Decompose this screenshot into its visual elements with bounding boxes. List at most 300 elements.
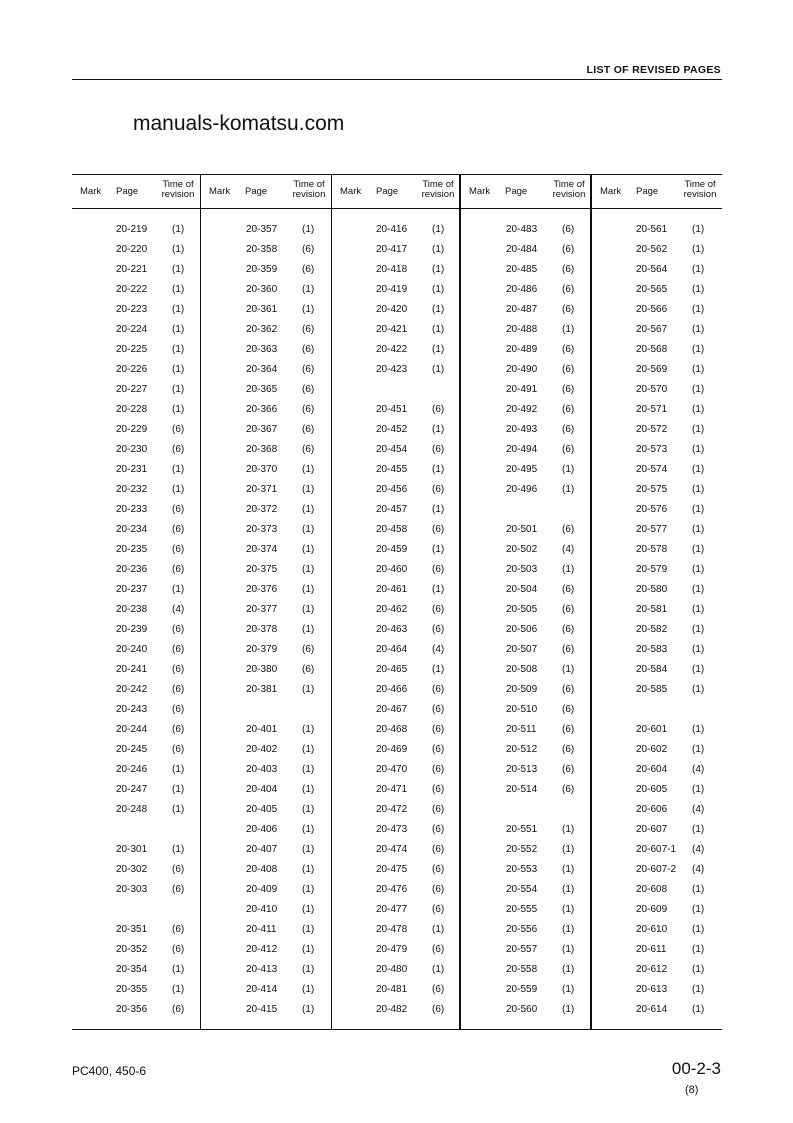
revision-cell: (1)	[302, 484, 315, 495]
revision-cell: (1)	[562, 824, 575, 835]
page-number-cell: 20-561	[636, 224, 668, 235]
table-row	[592, 999, 722, 1019]
table-row	[332, 359, 459, 379]
revision-cell: (1)	[302, 964, 315, 975]
table-row	[332, 699, 459, 719]
table-row	[201, 759, 331, 779]
revision-cell: (1)	[562, 844, 575, 855]
revision-cell: (1)	[432, 504, 445, 515]
page-number-cell: 20-506	[506, 624, 538, 635]
table-row	[461, 959, 590, 979]
page-number-cell: 20-366	[246, 404, 278, 415]
revision-cell: (6)	[302, 364, 315, 375]
table-column-1	[72, 175, 201, 1029]
revision-cell: (1)	[172, 964, 185, 975]
table-row	[592, 839, 722, 859]
revision-cell: (1)	[692, 784, 705, 795]
table-row	[592, 939, 722, 959]
revision-cell: (6)	[562, 404, 575, 415]
table-row	[461, 919, 590, 939]
revision-cell: (1)	[432, 544, 445, 555]
header-rule	[72, 79, 722, 80]
table-row	[461, 239, 590, 259]
revision-cell: (1)	[692, 264, 705, 275]
table-row	[332, 419, 459, 439]
header-page: Page	[505, 186, 528, 197]
table-row	[201, 299, 331, 319]
page-number-cell: 20-374	[246, 544, 278, 555]
column-header	[201, 175, 331, 209]
revision-cell: (1)	[692, 504, 705, 515]
table-row	[461, 359, 590, 379]
page-number-cell: 20-238	[116, 604, 148, 615]
revision-cell: (6)	[432, 784, 445, 795]
revision-cell: (1)	[562, 484, 575, 495]
table-row	[72, 319, 200, 339]
page-number-cell: 20-507	[506, 644, 538, 655]
revision-cell: (4)	[562, 544, 575, 555]
table-row	[332, 459, 459, 479]
table-row-blank	[201, 699, 331, 719]
table-row	[332, 999, 459, 1019]
page-number-cell: 20-232	[116, 484, 148, 495]
page-number-cell: 20-555	[506, 904, 538, 915]
page-number-cell: 20-601	[636, 724, 668, 735]
page-number-cell: 20-502	[506, 544, 538, 555]
revision-cell: (6)	[562, 284, 575, 295]
header-time-of-revision: Time of revision	[421, 179, 455, 200]
page-number-cell: 20-236	[116, 564, 148, 575]
table-row	[332, 519, 459, 539]
revision-cell: (6)	[302, 324, 315, 335]
table-row	[72, 239, 200, 259]
table-row-blank	[72, 819, 200, 839]
page-number-cell: 20-571	[636, 404, 668, 415]
page-number-cell: 20-239	[116, 624, 148, 635]
table-row	[592, 719, 722, 739]
header-mark: Mark	[209, 186, 231, 197]
page-number-cell: 20-370	[246, 464, 278, 475]
page-number-cell: 20-301	[116, 844, 148, 855]
revision-cell: (1)	[692, 364, 705, 375]
page-number-cell: 20-613	[636, 984, 668, 995]
revision-cell: (1)	[432, 304, 445, 315]
table-row	[72, 739, 200, 759]
page-number-cell: 20-402	[246, 744, 278, 755]
revision-cell: (1)	[432, 964, 445, 975]
revision-cell: (1)	[692, 244, 705, 255]
table-row	[461, 579, 590, 599]
revision-cell: (1)	[692, 944, 705, 955]
page-number-cell: 20-457	[376, 504, 408, 515]
table-row	[332, 639, 459, 659]
revision-cell: (4)	[692, 844, 705, 855]
page-number-cell: 20-465	[376, 664, 408, 675]
revision-cell: (6)	[432, 864, 445, 875]
table-row	[72, 599, 200, 619]
page-number-cell: 20-408	[246, 864, 278, 875]
table-row	[461, 339, 590, 359]
page-number-cell: 20-219	[116, 224, 148, 235]
table-row	[592, 339, 722, 359]
table-row	[461, 599, 590, 619]
table-row	[332, 819, 459, 839]
page-number-cell: 20-454	[376, 444, 408, 455]
table-row	[201, 799, 331, 819]
table-row	[201, 659, 331, 679]
revision-cell: (6)	[432, 604, 445, 615]
page-number-cell: 20-376	[246, 584, 278, 595]
revision-cell: (1)	[172, 844, 185, 855]
revision-cell: (6)	[562, 444, 575, 455]
page-number-cell: 20-566	[636, 304, 668, 315]
revision-cell: (1)	[432, 584, 445, 595]
table-row	[201, 879, 331, 899]
page-number-cell: 20-357	[246, 224, 278, 235]
header-mark: Mark	[600, 186, 622, 197]
table-row	[332, 959, 459, 979]
page-number-cell: 20-406	[246, 824, 278, 835]
table-row	[201, 479, 331, 499]
table-row	[201, 939, 331, 959]
page-number-cell: 20-455	[376, 464, 408, 475]
table-row	[332, 779, 459, 799]
revision-cell: (6)	[302, 444, 315, 455]
table-row	[201, 399, 331, 419]
table-row	[592, 899, 722, 919]
table-row	[461, 539, 590, 559]
revision-cell: (1)	[172, 364, 185, 375]
page-number-cell: 20-477	[376, 904, 408, 915]
revision-cell: (1)	[692, 684, 705, 695]
page-number-cell: 20-365	[246, 384, 278, 395]
revision-cell: (1)	[692, 484, 705, 495]
table-row	[461, 479, 590, 499]
page-number-cell: 20-240	[116, 644, 148, 655]
header-page: Page	[636, 186, 659, 197]
page-number-cell: 20-223	[116, 304, 148, 315]
table-row	[592, 439, 722, 459]
table-row	[592, 279, 722, 299]
page-number-cell: 20-488	[506, 324, 538, 335]
revision-cell: (6)	[302, 244, 315, 255]
table-row	[72, 519, 200, 539]
table-row	[461, 639, 590, 659]
page-number-cell: 20-362	[246, 324, 278, 335]
page-number-cell: 20-244	[116, 724, 148, 735]
page-number-cell: 20-245	[116, 744, 148, 755]
revision-cell: (1)	[692, 224, 705, 235]
table-row	[592, 779, 722, 799]
revision-cell: (1)	[692, 284, 705, 295]
page-number-cell: 20-610	[636, 924, 668, 935]
revision-cell: (1)	[302, 944, 315, 955]
page-number-cell: 20-460	[376, 564, 408, 575]
revision-cell: (6)	[432, 564, 445, 575]
revision-cell: (1)	[692, 524, 705, 535]
table-row	[332, 339, 459, 359]
page-number-cell: 20-231	[116, 464, 148, 475]
table-row	[72, 919, 200, 939]
table-row	[332, 499, 459, 519]
table-row	[592, 379, 722, 399]
revision-cell: (1)	[302, 564, 315, 575]
footer-page-number: 00-2-3	[671, 1059, 721, 1078]
table-row-blank	[592, 699, 722, 719]
revision-cell: (1)	[432, 924, 445, 935]
revision-cell: (1)	[302, 524, 315, 535]
table-row	[332, 679, 459, 699]
table-column-4	[461, 175, 592, 1029]
revision-cell: (1)	[692, 444, 705, 455]
revision-cell: (6)	[432, 984, 445, 995]
page-number-cell: 20-472	[376, 804, 408, 815]
page-number-cell: 20-248	[116, 804, 148, 815]
table-row	[592, 459, 722, 479]
page-number-cell: 20-605	[636, 784, 668, 795]
table-row	[201, 519, 331, 539]
page-number-cell: 20-471	[376, 784, 408, 795]
table-row	[592, 299, 722, 319]
table-row	[332, 559, 459, 579]
page-number-cell: 20-226	[116, 364, 148, 375]
revision-cell: (6)	[172, 704, 185, 715]
revision-cell: (6)	[172, 684, 185, 695]
page-number-cell: 20-243	[116, 704, 148, 715]
table-row	[332, 659, 459, 679]
table-row	[592, 739, 722, 759]
table-row	[72, 259, 200, 279]
page-number-cell: 20-464	[376, 644, 408, 655]
revision-cell: (1)	[172, 764, 185, 775]
revised-pages-table	[72, 174, 722, 1030]
revision-cell: (1)	[692, 464, 705, 475]
page-number-cell: 20-480	[376, 964, 408, 975]
table-row	[332, 939, 459, 959]
table-row	[201, 739, 331, 759]
page-number-cell: 20-419	[376, 284, 408, 295]
revision-cell: (6)	[562, 304, 575, 315]
revision-cell: (1)	[302, 984, 315, 995]
table-row	[592, 419, 722, 439]
page-number-cell: 20-375	[246, 564, 278, 575]
page-number-cell: 20-559	[506, 984, 538, 995]
revision-cell: (1)	[692, 544, 705, 555]
table-row	[592, 799, 722, 819]
revision-cell: (6)	[172, 504, 185, 515]
revision-cell: (6)	[172, 664, 185, 675]
revision-cell: (1)	[172, 264, 185, 275]
revision-cell: (1)	[692, 904, 705, 915]
page-number-cell: 20-604	[636, 764, 668, 775]
table-row	[592, 679, 722, 699]
table-row	[332, 539, 459, 559]
page-number-cell: 20-495	[506, 464, 538, 475]
page-number-cell: 20-510	[506, 704, 538, 715]
page-number-cell: 20-303	[116, 884, 148, 895]
page-number-cell: 20-470	[376, 764, 408, 775]
revision-cell: (1)	[562, 864, 575, 875]
header-time-of-revision: Time of revision	[292, 179, 326, 200]
table-row	[72, 859, 200, 879]
revision-cell: (6)	[302, 664, 315, 675]
table-row-blank	[332, 379, 459, 399]
revision-cell: (6)	[562, 764, 575, 775]
table-row	[461, 419, 590, 439]
revision-cell: (1)	[172, 324, 185, 335]
table-row	[461, 779, 590, 799]
footer-revision: (8)	[685, 1084, 699, 1096]
header-mark: Mark	[80, 186, 102, 197]
table-row	[72, 699, 200, 719]
page-number-cell: 20-363	[246, 344, 278, 355]
table-row	[461, 439, 590, 459]
table-row	[592, 319, 722, 339]
page-number-cell: 20-237	[116, 584, 148, 595]
table-row	[461, 819, 590, 839]
table-row	[332, 599, 459, 619]
page-number-cell: 20-574	[636, 464, 668, 475]
table-column-5	[592, 175, 722, 1029]
page-number-cell: 20-246	[116, 764, 148, 775]
table-row	[332, 799, 459, 819]
header-page: Page	[376, 186, 399, 197]
page-number-cell: 20-459	[376, 544, 408, 555]
page-number-cell: 20-558	[506, 964, 538, 975]
page-number-cell: 20-564	[636, 264, 668, 275]
page-number-cell: 20-378	[246, 624, 278, 635]
page-number-cell: 20-508	[506, 664, 538, 675]
page-number-cell: 20-578	[636, 544, 668, 555]
table-row	[461, 619, 590, 639]
page-number-cell: 20-401	[246, 724, 278, 735]
table-row	[461, 979, 590, 999]
revision-cell: (1)	[562, 464, 575, 475]
table-row	[201, 619, 331, 639]
table-row	[332, 619, 459, 639]
page-number-cell: 20-614	[636, 1004, 668, 1015]
page-number-cell: 20-479	[376, 944, 408, 955]
table-row	[592, 819, 722, 839]
revision-cell: (1)	[432, 244, 445, 255]
page-number-cell: 20-359	[246, 264, 278, 275]
table-row	[72, 639, 200, 659]
page-number-cell: 20-379	[246, 644, 278, 655]
page-number-cell: 20-482	[376, 1004, 408, 1015]
revision-cell: (1)	[172, 784, 185, 795]
page-number-cell: 20-361	[246, 304, 278, 315]
revision-cell: (6)	[432, 524, 445, 535]
table-row	[332, 239, 459, 259]
revision-cell: (6)	[562, 344, 575, 355]
table-row	[201, 819, 331, 839]
table-row	[201, 559, 331, 579]
revision-cell: (1)	[172, 244, 185, 255]
revision-cell: (1)	[302, 284, 315, 295]
page-number-cell: 20-585	[636, 684, 668, 695]
table-row	[201, 219, 331, 239]
revision-cell: (1)	[302, 724, 315, 735]
table-row	[72, 839, 200, 859]
table-row	[332, 979, 459, 999]
revision-cell: (1)	[302, 604, 315, 615]
revision-cell: (6)	[302, 404, 315, 415]
revision-cell: (6)	[432, 704, 445, 715]
page-number-cell: 20-581	[636, 604, 668, 615]
page-number-cell: 20-220	[116, 244, 148, 255]
revision-cell: (1)	[302, 764, 315, 775]
page-number-cell: 20-579	[636, 564, 668, 575]
table-row	[72, 959, 200, 979]
footer-model: PC400, 450-6	[72, 1064, 147, 1078]
page-number-cell: 20-234	[116, 524, 148, 535]
watermark-text: manuals-komatsu.com	[133, 112, 345, 135]
page-number-cell: 20-513	[506, 764, 538, 775]
revision-cell: (6)	[432, 804, 445, 815]
page-number-cell: 20-606	[636, 804, 668, 815]
table-row	[592, 399, 722, 419]
page-number-cell: 20-423	[376, 364, 408, 375]
page-number-cell: 20-481	[376, 984, 408, 995]
revision-cell: (6)	[172, 944, 185, 955]
page-number-cell: 20-474	[376, 844, 408, 855]
page-number-cell: 20-405	[246, 804, 278, 815]
table-row	[201, 579, 331, 599]
revision-cell: (6)	[172, 884, 185, 895]
revision-cell: (1)	[562, 1004, 575, 1015]
revision-cell: (1)	[692, 404, 705, 415]
table-row	[72, 539, 200, 559]
table-row	[72, 759, 200, 779]
table-row	[201, 459, 331, 479]
page-number-cell: 20-567	[636, 324, 668, 335]
table-row	[592, 479, 722, 499]
table-column-2	[201, 175, 332, 1029]
table-row-blank	[72, 899, 200, 919]
page-number-cell: 20-476	[376, 884, 408, 895]
revision-cell: (1)	[692, 604, 705, 615]
table-row	[201, 959, 331, 979]
table-row	[201, 859, 331, 879]
revision-cell: (1)	[302, 924, 315, 935]
revision-cell: (6)	[562, 724, 575, 735]
revision-cell: (4)	[172, 604, 185, 615]
page-number-cell: 20-602	[636, 744, 668, 755]
table-row	[72, 939, 200, 959]
page-number-cell: 20-489	[506, 344, 538, 355]
table-row	[72, 779, 200, 799]
revision-cell: (1)	[302, 544, 315, 555]
page-number-cell: 20-461	[376, 584, 408, 595]
revision-cell: (1)	[562, 664, 575, 675]
revision-cell: (6)	[562, 524, 575, 535]
revision-cell: (1)	[432, 364, 445, 375]
revision-cell: (1)	[692, 984, 705, 995]
revision-cell: (6)	[432, 404, 445, 415]
revision-cell: (1)	[562, 324, 575, 335]
table-row	[332, 759, 459, 779]
table-row	[461, 859, 590, 879]
revision-cell: (1)	[692, 424, 705, 435]
revision-cell: (6)	[302, 644, 315, 655]
page-number-cell: 20-568	[636, 344, 668, 355]
page-number-cell: 20-577	[636, 524, 668, 535]
page-number-cell: 20-228	[116, 404, 148, 415]
table-row	[72, 799, 200, 819]
page-number-cell: 20-607	[636, 824, 668, 835]
revision-cell: (6)	[172, 624, 185, 635]
table-row	[332, 319, 459, 339]
